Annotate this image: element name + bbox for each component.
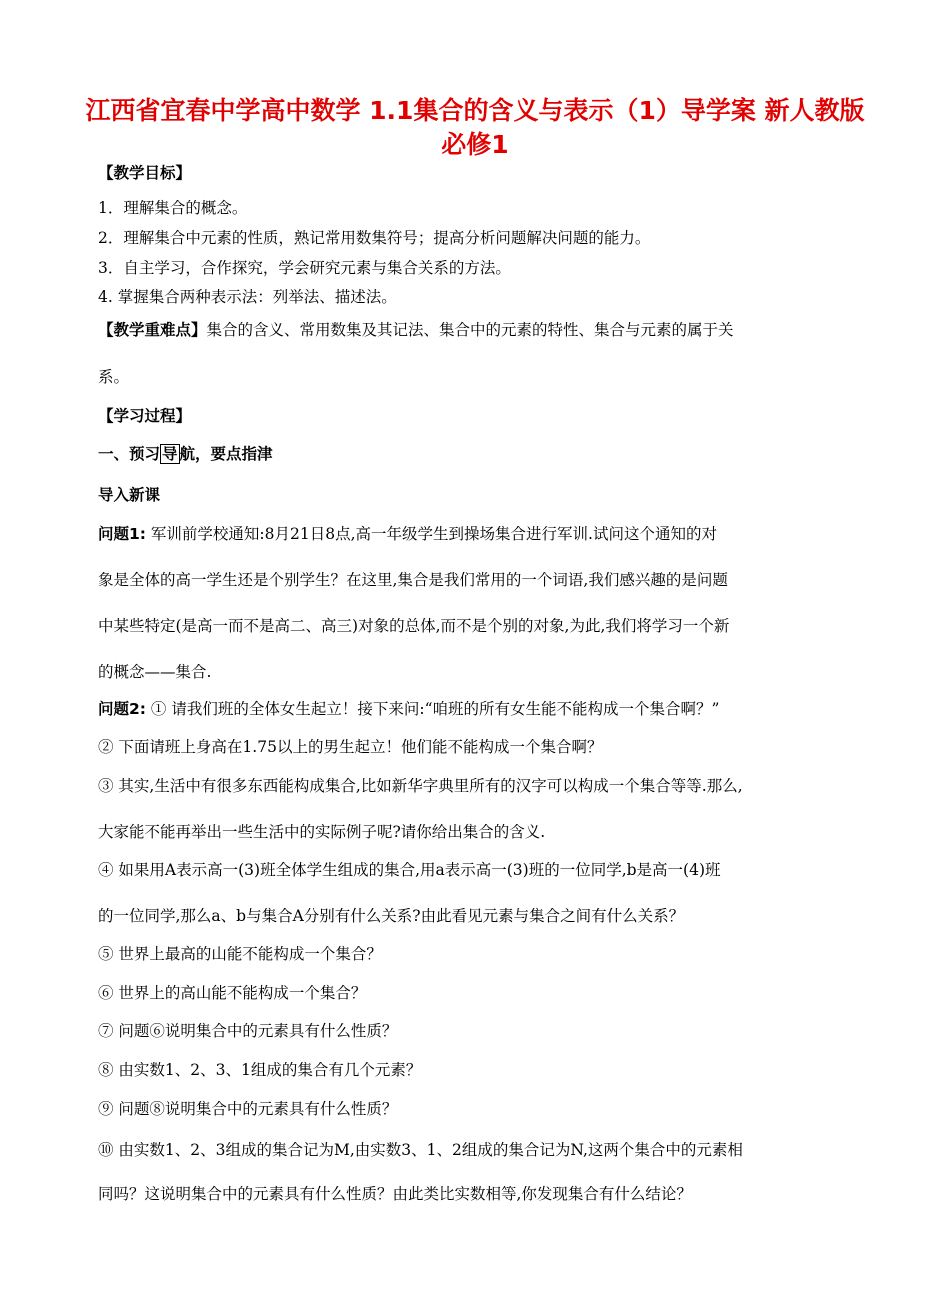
question2-label: 问题2: <box>98 700 146 718</box>
question1-label: 问题1: <box>98 525 146 543</box>
objective-item-1: 1．理解集合的概念。 <box>98 199 248 217</box>
key-points-line2: 系。 <box>98 368 130 386</box>
question2-item-9: ⑨ 问题⑧说明集合中的元素具有什么性质？ <box>98 1100 398 1118</box>
process-heading: 【学习过程】 <box>98 407 192 425</box>
question2-item-10a: ⑩ 由实数1、2、3组成的集合记为M,由实数3、1、2组成的集合记为N,这两个集合中的元素相 <box>98 1141 743 1159</box>
key-points-heading: 【教学重难点】 <box>98 321 207 339</box>
question2-item-2: ② 下面请班上身高在1.75以上的男生起立！他们能不能构成一个集合啊？ <box>98 738 603 756</box>
section-heading <box>98 443 878 465</box>
question2-item-7: ⑦ 问题⑥说明集合中的元素具有什么性质？ <box>98 1022 398 1040</box>
question1-line4: 的概念——集合. <box>98 663 212 681</box>
question1-line1 <box>98 523 878 545</box>
question2-item-4b: 的一位同学,那么a、b与集合A分别有什么关系?由此看见元素与集合之间有什么关系？ <box>98 907 685 925</box>
document-title-line1: 江西省宜春中学高中数学 1.1集合的含义与表示（1）导学案 新人教版 <box>85 96 865 125</box>
intro-subheading: 导入新课 <box>98 486 161 504</box>
question1-line3: 中某些特定(是高一而不是高二、高三)对象的总体,而不是个别的对象,为此,我们将学习一个新 <box>98 617 730 635</box>
question1-line2: 象是全体的高一学生还是个别学生？在这里,集合是我们常用的一个词语,我们感兴趣的是问题 <box>98 571 728 589</box>
question2-item-4a: ④ 如果用A表示高一(3)班全体学生组成的集合,用a表示高一(3)班的一位同学,b是高一(4)班 <box>98 861 721 879</box>
question2-item-3a: ③ 其实,生活中有很多东西能构成集合,比如新华字典里所有的汉字可以构成一个集合等等.那么, <box>98 777 743 795</box>
question2-item-3b: 大家能不能再举出一些生活中的实际例子呢?请你给出集合的含义. <box>98 823 546 841</box>
key-points-text: 集合的含义、常用数集及其记法、集合中的元素的特性、集合与元素的属于关 <box>206 321 734 339</box>
objectives-heading: 【教学目标】 <box>98 164 192 182</box>
section-prefix: 一、预习 <box>98 445 161 463</box>
question2-item-10b: 同吗？这说明集合中的元素具有什么性质？由此类比实数相等,你发现集合有什么结论？ <box>98 1185 692 1203</box>
objective-item-4: 4. 掌握集合两种表示法：列举法、描述法。 <box>98 288 397 306</box>
question2-item-8: ⑧ 由实数1、2、3、1组成的集合有几个元素？ <box>98 1061 422 1079</box>
section-suffix: 航，要点指津 <box>179 445 273 463</box>
question2-text: ① 请我们班的全体女生起立！接下来问:“咱班的所有女生能不能构成一个集合啊？” <box>150 700 720 718</box>
section-boxed-char: 导 <box>162 445 178 463</box>
objective-item-2: 2．理解集合中元素的性质，熟记常用数集符号；提高分析问题解决问题的能力。 <box>98 229 651 247</box>
question1-text: 军训前学校通知:8月21日8点,高一年级学生到操场集合进行军训.试问这个通知的对 <box>150 525 717 543</box>
objective-item-3: 3．自主学习，合作探究，学会研究元素与集合关系的方法。 <box>98 259 511 277</box>
question2-line1 <box>98 698 878 720</box>
question2-item-5: ⑤ 世界上最高的山能不能构成一个集合？ <box>98 945 382 963</box>
question2-item-6: ⑥ 世界上的高山能不能构成一个集合？ <box>98 984 367 1002</box>
key-points-line1 <box>98 319 878 341</box>
document-title-line2: 必修1 <box>441 130 509 159</box>
